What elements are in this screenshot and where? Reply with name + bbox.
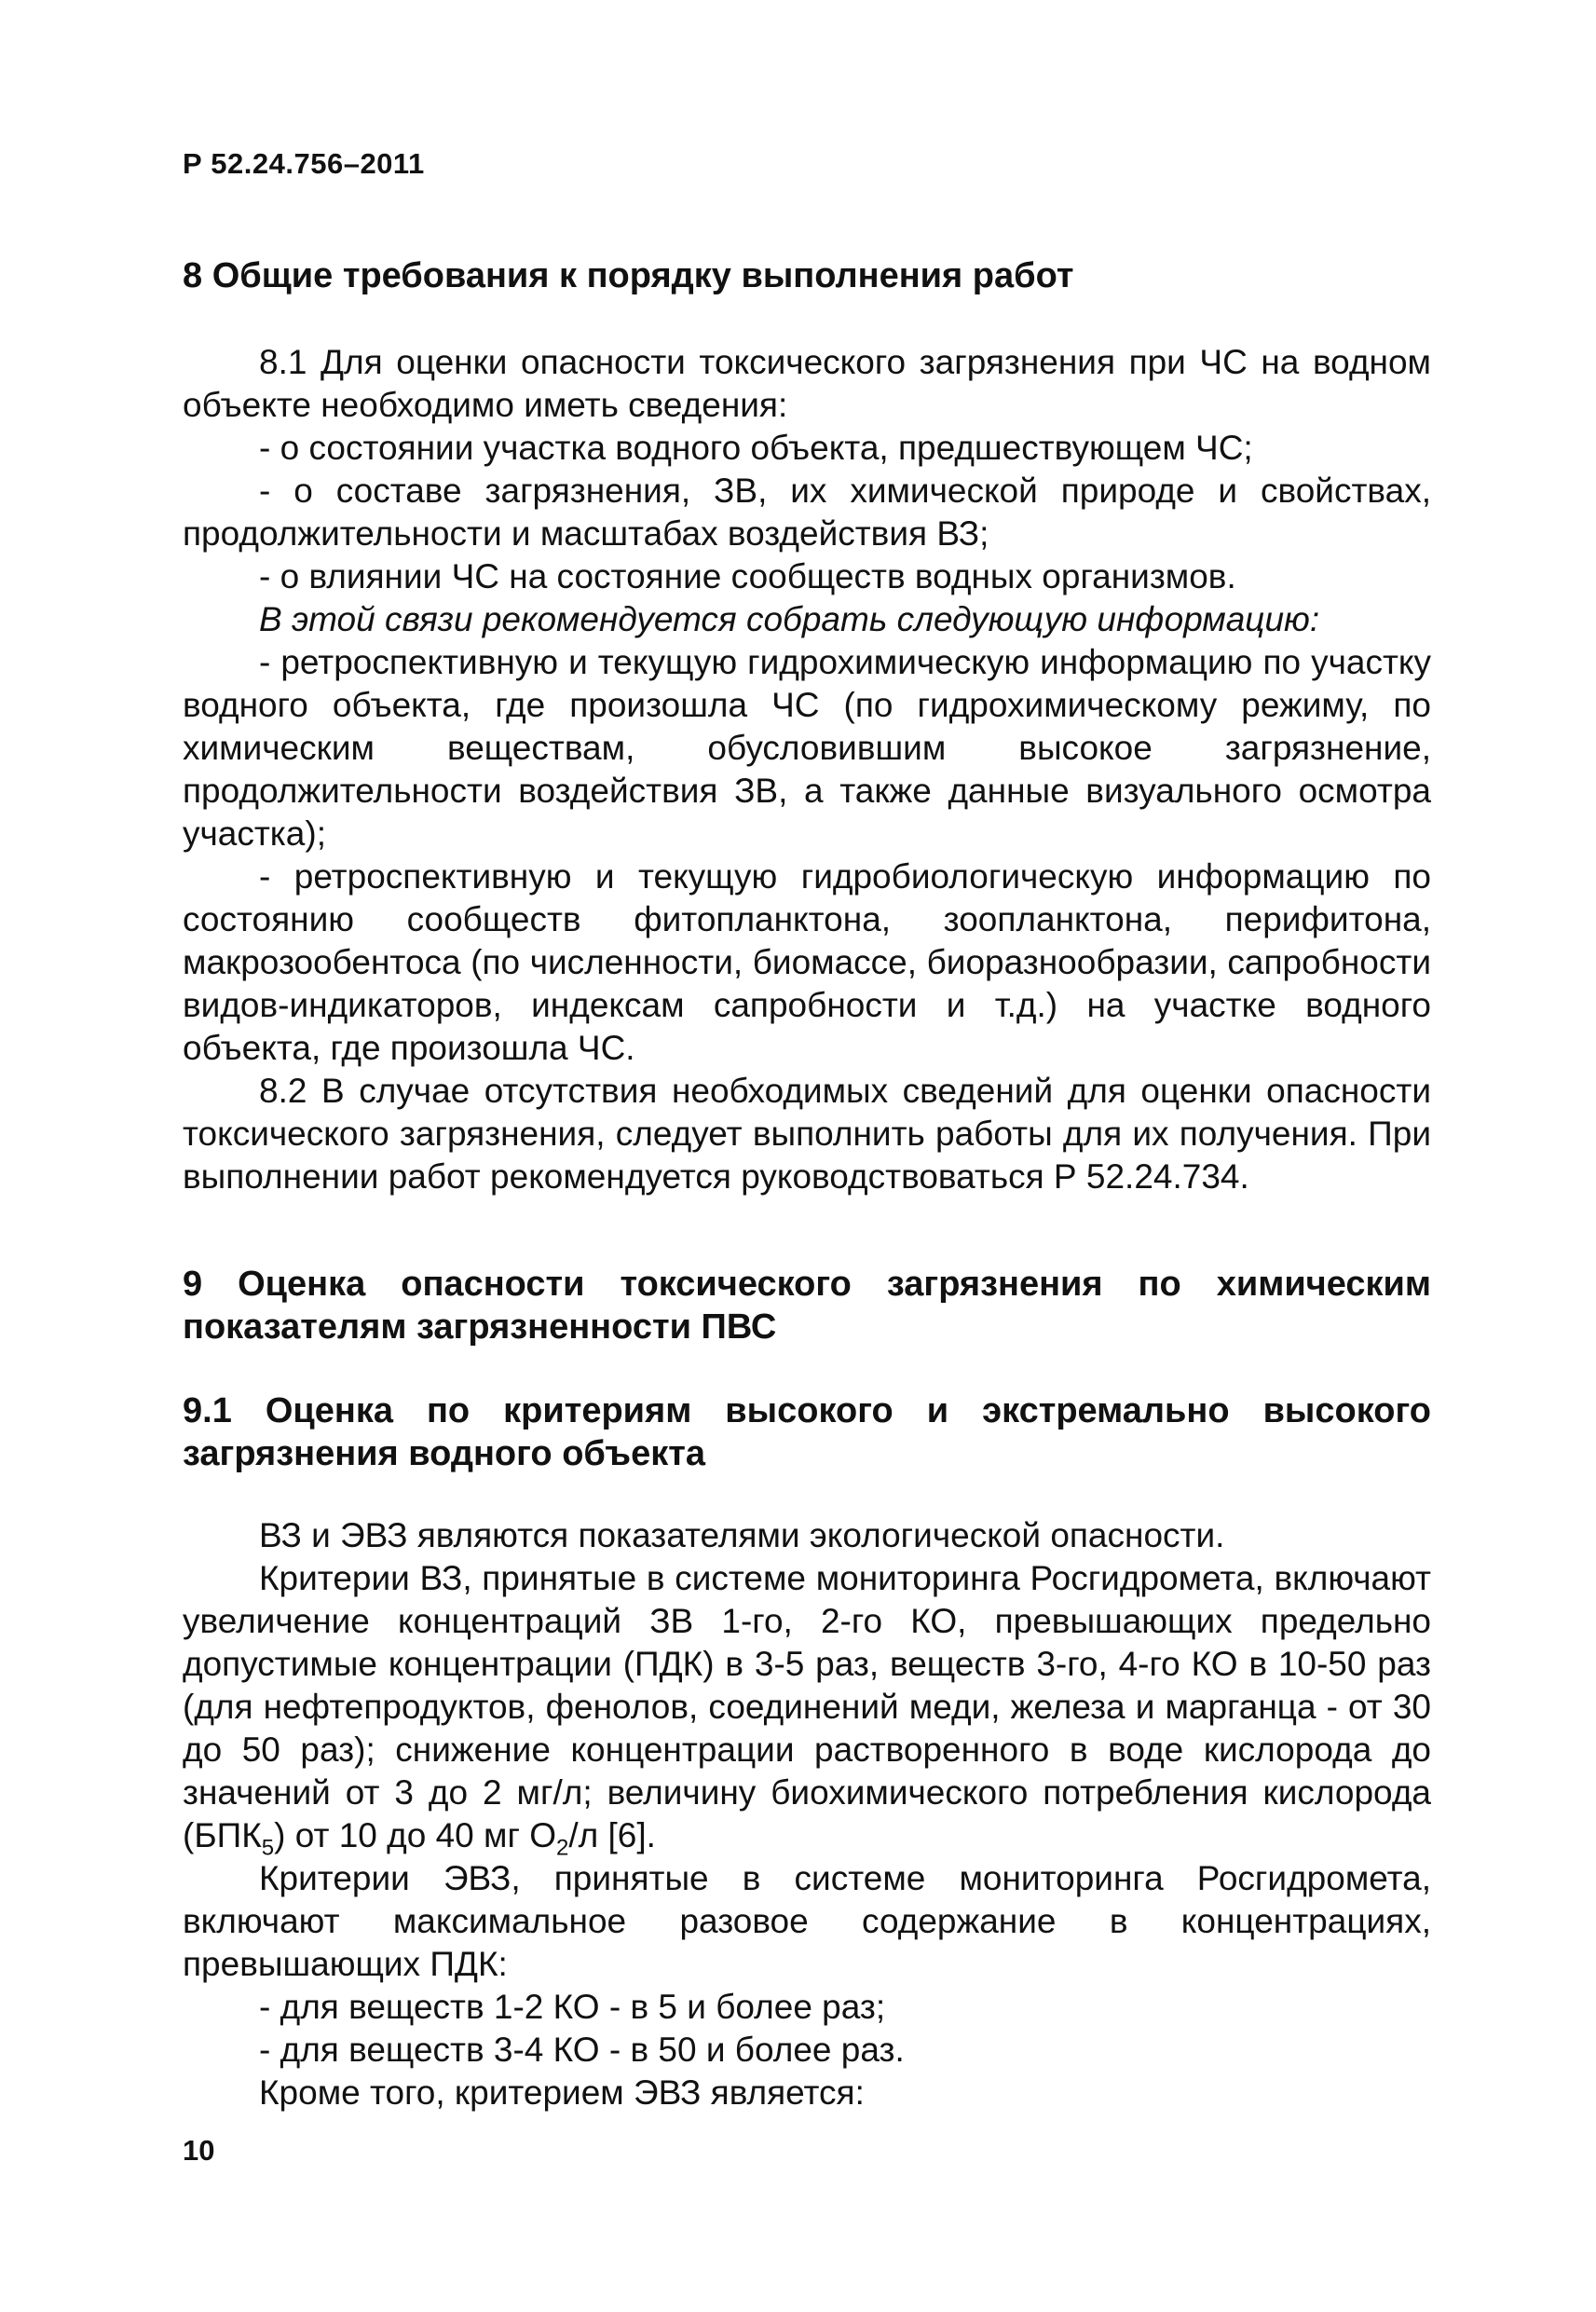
- paragraph-vz-criteria: [183, 1557, 1431, 1869]
- page-number: 10: [183, 2134, 215, 2167]
- section-9-heading: 9 Оценка опасности токсического загрязнения по химическим показателям загрязненности ПВС: [183, 1265, 1431, 1347]
- list-item-evz-1: - для веществ 1-2 КО - в 5 и более раз;: [259, 1988, 886, 2026]
- document-code: Р 52.24.756–2011: [183, 147, 425, 180]
- list-item-8-1-a: - о состоянии участка водного объекта, предшествующем ЧС;: [259, 429, 1253, 467]
- paragraph-evz-criteria: Критерии ЭВЗ, принятые в системе мониторинга Росгидромета, включают максимальное разовое содержание в концентрациях, превышающих ПДК:: [183, 1859, 1431, 1983]
- list-item-hydrobiological: - ретроспективную и текущую гидробиологическую информацию по состоянию сообществ фитопланктона, зоопланктона, перифитона, макрозообентоса (по численности, биомассе, биоразнообразии, сапробности видов-индикаторов, индексам сапробности и т.д.) на участке водного объекта, где произошла ЧС.: [183, 857, 1431, 1067]
- vz-criteria-text: Критерии ВЗ, принятые в системе мониторинга Росгидромета, включают увеличение концентраций ЗВ 1-го, 2-го КО, превышающих предельно допустимые концентрации (ПДК) в 3-5 раз, веществ 3-го, 4-го КО в 10-50 раз (для нефтепродуктов, фенолов, соединений меди, железа и марганца - от 30 до 50 раз); снижение концентрации растворенного в воде кислорода до значений от 3 до 2 мг/л; величину биохимического потребления кислорода (БПК: [183, 1559, 1431, 1854]
- paragraph-8-1-info: В этой связи рекомендуется собрать следующую информацию:: [259, 600, 1320, 638]
- paragraph-9-1-intro: ВЗ и ЭВЗ являются показателями экологической опасности.: [259, 1516, 1225, 1554]
- paragraph-8-1: 8.1 Для оценки опасности токсического загрязнения при ЧС на водном объекте необходимо иметь сведения:: [183, 343, 1431, 424]
- list-item-8-1-c: - о влиянии ЧС на состояние сообществ водных организмов.: [259, 557, 1236, 595]
- list-item-hydrochemical: - ретроспективную и текущую гидрохимическую информацию по участку водного объекта, где произошла ЧС (по гидрохимическому режиму, по химическим веществам, обусловившим высокое загрязнение, продолжительности воздействия ЗВ, а также данные визуального осмотра участка);: [183, 643, 1431, 853]
- section-8-heading: 8 Общие требования к порядку выполнения работ: [183, 256, 1074, 295]
- section-9-1-heading: 9.1 Оценка по критериям высокого и экстремально высокого загрязнения водного объекта: [183, 1391, 1431, 1473]
- paragraph-8-2: 8.2 В случае отсутствия необходимых сведений для оценки опасности токсического загрязнения, следует выполнить работы для их получения. При выполнении работ рекомендуется руководствоваться Р 52.24.734.: [183, 1072, 1431, 1196]
- bpk-subscript: 5: [261, 1835, 275, 1861]
- list-item-evz-2: - для веществ 3-4 КО - в 50 и более раз.: [259, 2031, 905, 2069]
- vz-criteria-text-2: ) от 10 до 40 мг О: [274, 1816, 557, 1854]
- paragraph-evz-also: Кроме того, критерием ЭВЗ является:: [259, 2073, 865, 2112]
- vz-criteria-text-3: /л [6].: [568, 1816, 656, 1854]
- list-item-8-1-b: - о составе загрязнения, ЗВ, их химической природе и свойствах, продолжительности и масштабах воздействия ВЗ;: [183, 472, 1431, 553]
- oxygen-subscript: 2: [556, 1835, 569, 1861]
